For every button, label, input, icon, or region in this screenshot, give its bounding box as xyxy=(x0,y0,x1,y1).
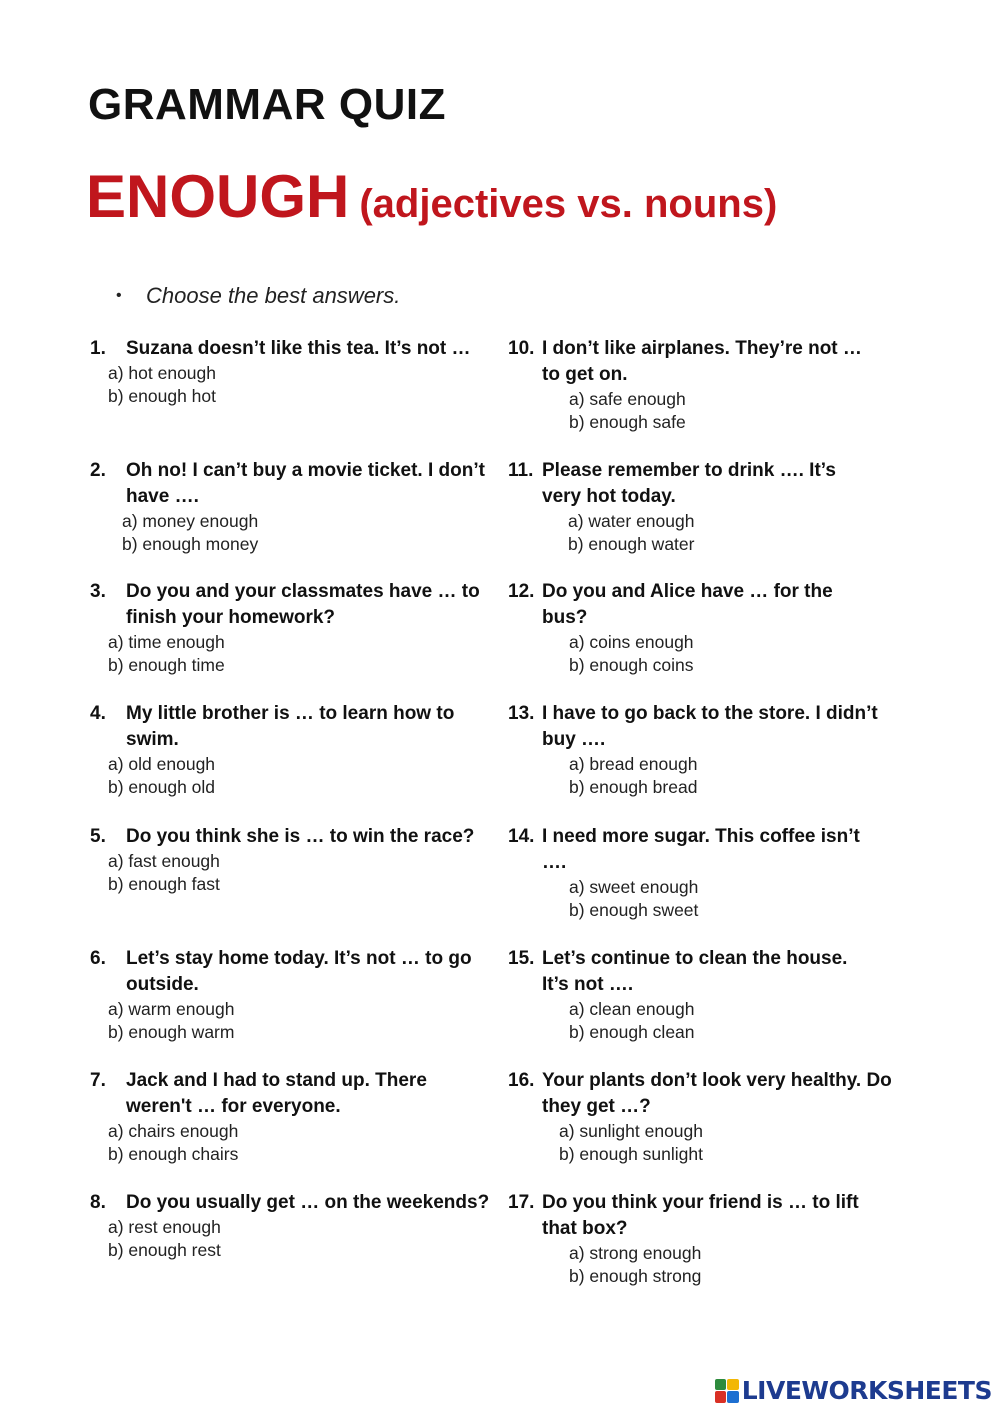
logo-mark-icon xyxy=(715,1379,739,1403)
quiz-title: GRAMMAR QUIZ xyxy=(88,80,446,129)
question-number: 2. xyxy=(90,460,106,481)
option-b[interactable]: b) enough bread xyxy=(569,777,698,797)
option-a[interactable]: a) water enough xyxy=(568,511,695,531)
question-text: My little brother is … to learn how to swim. xyxy=(126,703,455,750)
question-text: Jack and I had to stand up. There weren't … for everyone. xyxy=(126,1070,427,1117)
question-text: Your plants don’t look very healthy. Do they get …? xyxy=(542,1070,892,1117)
question-17 xyxy=(508,1190,878,1288)
bullet-icon: • xyxy=(116,287,122,304)
question-text: I have to go back to the store. I didn’t buy …. xyxy=(542,703,878,750)
question-6 xyxy=(90,946,490,1044)
option-a[interactable]: a) fast enough xyxy=(108,851,220,871)
question-number: 13. xyxy=(508,703,535,724)
question-10 xyxy=(508,336,878,434)
subtitle-paren: (adjectives vs. nouns) xyxy=(359,182,778,226)
question-16 xyxy=(508,1068,898,1166)
subtitle-main: ENOUGH xyxy=(86,163,350,230)
option-b[interactable]: b) enough fast xyxy=(108,874,220,894)
option-b[interactable]: b) enough coins xyxy=(569,655,694,675)
question-12 xyxy=(508,579,878,677)
question-15 xyxy=(508,946,878,1044)
question-text: Suzana doesn’t like this tea. It’s not … xyxy=(126,338,471,359)
question-text: Do you think your friend is … to lift that box? xyxy=(542,1192,859,1239)
question-stem xyxy=(90,579,490,631)
question-13 xyxy=(508,701,878,799)
question-11 xyxy=(508,458,878,556)
instruction xyxy=(116,283,400,309)
quiz-subtitle xyxy=(86,162,777,231)
option-b[interactable]: b) enough warm xyxy=(108,1022,235,1042)
question-stem xyxy=(90,1190,490,1216)
question-stem xyxy=(90,824,490,850)
question-number: 1. xyxy=(90,338,106,359)
option-a[interactable]: a) sweet enough xyxy=(569,877,699,897)
question-stem xyxy=(508,336,878,388)
option-b[interactable]: b) enough money xyxy=(122,534,259,554)
logo-text: LIVEWORKSHEETS xyxy=(741,1376,992,1405)
question-stem xyxy=(508,824,878,876)
question-number: 12. xyxy=(508,581,535,602)
option-b[interactable]: b) enough old xyxy=(108,777,216,797)
question-1 xyxy=(90,336,490,408)
option-a[interactable]: a) warm enough xyxy=(108,999,235,1019)
question-text: Do you think she is … to win the race? xyxy=(126,826,475,847)
question-5 xyxy=(90,824,490,896)
question-number: 14. xyxy=(508,826,535,847)
question-number: 6. xyxy=(90,948,106,969)
option-a[interactable]: a) coins enough xyxy=(569,632,694,652)
question-text: Please remember to drink …. It’s very hot today. xyxy=(542,460,836,507)
liveworksheets-logo[interactable] xyxy=(715,1376,992,1405)
option-b[interactable]: b) enough hot xyxy=(108,386,217,406)
option-a[interactable]: a) time enough xyxy=(108,632,225,652)
question-text: Do you and your classmates have … to finish your homework? xyxy=(126,581,480,628)
question-text: Oh no! I can’t buy a movie ticket. I don’t have …. xyxy=(126,460,485,507)
option-b[interactable]: b) enough safe xyxy=(569,412,686,432)
question-stem xyxy=(508,458,878,510)
option-a[interactable]: a) hot enough xyxy=(108,363,217,383)
question-number: 5. xyxy=(90,826,106,847)
question-3 xyxy=(90,579,490,677)
question-stem xyxy=(90,946,490,998)
option-b[interactable]: b) enough chairs xyxy=(108,1144,239,1164)
option-b[interactable]: b) enough rest xyxy=(108,1240,221,1260)
option-a[interactable]: a) bread enough xyxy=(569,754,698,774)
option-b[interactable]: b) enough sweet xyxy=(569,900,699,920)
question-stem xyxy=(508,579,878,631)
question-text: Do you and Alice have … for the bus? xyxy=(542,581,833,628)
question-text: I don’t like airplanes. They’re not … to get on. xyxy=(542,338,862,385)
question-stem xyxy=(508,1190,878,1242)
instruction-text: Choose the best answers. xyxy=(146,283,401,308)
option-a[interactable]: a) strong enough xyxy=(569,1243,702,1263)
question-number: 11. xyxy=(508,460,534,481)
question-stem xyxy=(508,1068,898,1120)
question-number: 8. xyxy=(90,1192,106,1213)
question-stem xyxy=(90,458,490,510)
question-stem xyxy=(90,336,490,362)
question-text: Let’s continue to clean the house. It’s not …. xyxy=(542,948,848,995)
question-stem xyxy=(508,946,878,998)
option-a[interactable]: a) old enough xyxy=(108,754,216,774)
option-a[interactable]: a) sunlight enough xyxy=(559,1121,703,1141)
option-a[interactable]: a) chairs enough xyxy=(108,1121,239,1141)
question-7 xyxy=(90,1068,490,1166)
question-2 xyxy=(90,458,490,556)
option-a[interactable]: a) money enough xyxy=(122,511,259,531)
question-stem xyxy=(90,701,490,753)
question-text: Do you usually get … on the weekends? xyxy=(126,1192,490,1213)
option-b[interactable]: b) enough strong xyxy=(569,1266,702,1286)
question-number: 16. xyxy=(508,1070,535,1091)
option-a[interactable]: a) safe enough xyxy=(569,389,686,409)
question-text: Let’s stay home today. It’s not … to go outside. xyxy=(126,948,472,995)
question-4 xyxy=(90,701,490,799)
option-b[interactable]: b) enough sunlight xyxy=(559,1144,703,1164)
question-stem xyxy=(508,701,878,753)
question-stem xyxy=(90,1068,490,1120)
question-number: 15. xyxy=(508,948,535,969)
option-a[interactable]: a) rest enough xyxy=(108,1217,221,1237)
question-14 xyxy=(508,824,878,922)
question-number: 7. xyxy=(90,1070,106,1091)
option-b[interactable]: b) enough water xyxy=(568,534,695,554)
question-number: 17. xyxy=(508,1192,535,1213)
question-number: 4. xyxy=(90,703,106,724)
question-number: 3. xyxy=(90,581,106,602)
question-number: 10. xyxy=(508,338,535,359)
option-a[interactable]: a) clean enough xyxy=(569,999,695,1019)
question-text: I need more sugar. This coffee isn’t …. xyxy=(542,826,860,873)
option-b[interactable]: b) enough time xyxy=(108,655,225,675)
question-8 xyxy=(90,1190,490,1262)
option-b[interactable]: b) enough clean xyxy=(569,1022,695,1042)
